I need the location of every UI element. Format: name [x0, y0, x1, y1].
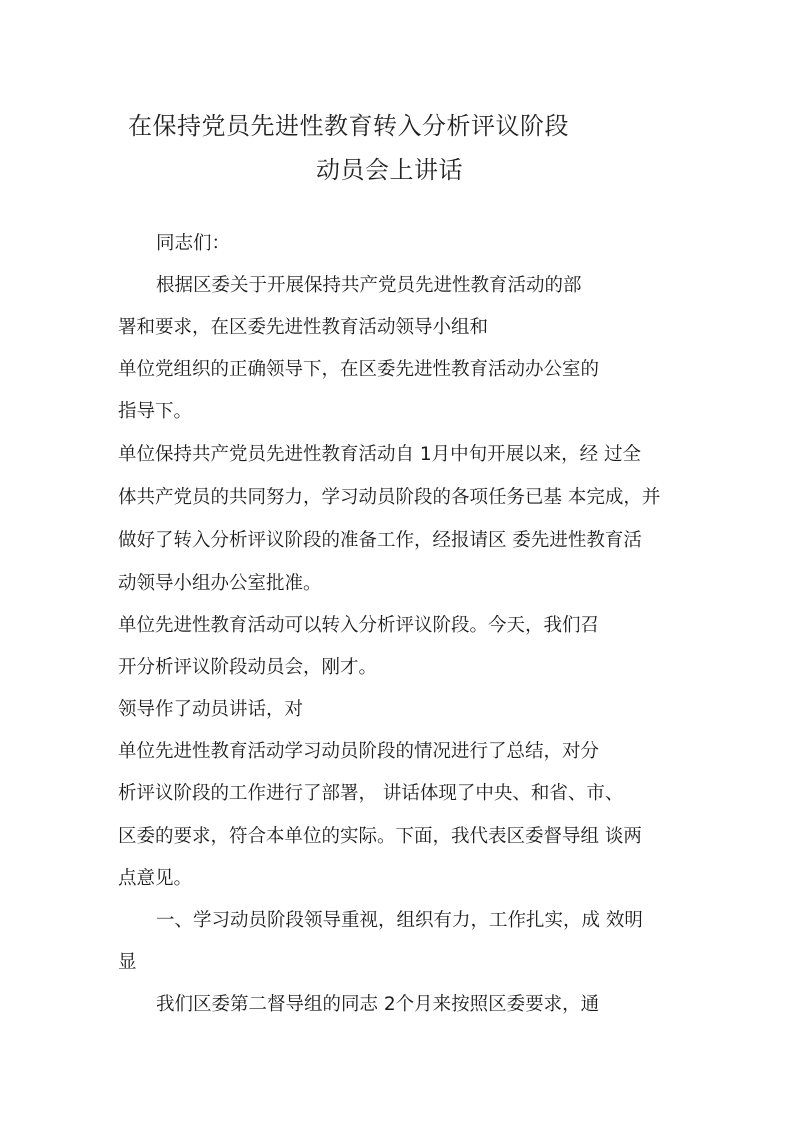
body-line: 开分析评议阶段动员会，刚才。: [118, 657, 378, 678]
body-line: 析评议阶段的工作进行了部署， 讲话体现了中央、和省、市、: [118, 783, 624, 804]
body-line: 领导作了动员讲话，对: [118, 699, 304, 720]
body-line: 根据区委关于开展保持共产党员先进性教育活动的部: [156, 275, 582, 296]
body-line: 点意见。: [118, 868, 193, 889]
body-line: 体共产党员的共同努力，学习动员阶段的各项任务已基 本完成，并: [118, 487, 661, 508]
document-title-line-2: 动员会上讲话: [316, 156, 463, 184]
salutation: 同志们：: [156, 233, 231, 254]
body-line: 做好了转入分析评议阶段的准备工作，经报请区 委先进性教育活: [118, 530, 642, 551]
section-heading: 一、学习动员阶段领导重视，组织有力，工作扎实，成 效明: [156, 910, 643, 931]
body-line: 指导下。: [118, 401, 193, 422]
body-line: 署和要求，在区委先进性教育活动领导小组和: [118, 317, 489, 338]
body-line: 我们区委第二督导组的同志 2个月来按照区委要求，通: [156, 994, 600, 1015]
body-line: 动领导小组办公室批准。: [118, 573, 322, 594]
body-line: 单位党组织的正确领导下，在区委先进性教育活动办公室的: [118, 359, 600, 380]
section-heading-continuation: 显: [118, 952, 137, 973]
document-title-line-1: 在保持党员先进性教育转入分析评议阶段: [128, 112, 569, 140]
body-line: 单位先进性教育活动学习动员阶段的情况进行了总结，对分: [118, 741, 600, 762]
body-line: 单位保持共产党员先进性教育活动自 1月中旬开展以来，经 过全: [118, 444, 642, 465]
body-line: 单位先进性教育活动可以转入分析评议阶段。今天，我们召: [118, 615, 600, 636]
body-line: 区委的要求，符合本单位的实际。下面，我代表区委督导组 谈两: [118, 826, 642, 847]
